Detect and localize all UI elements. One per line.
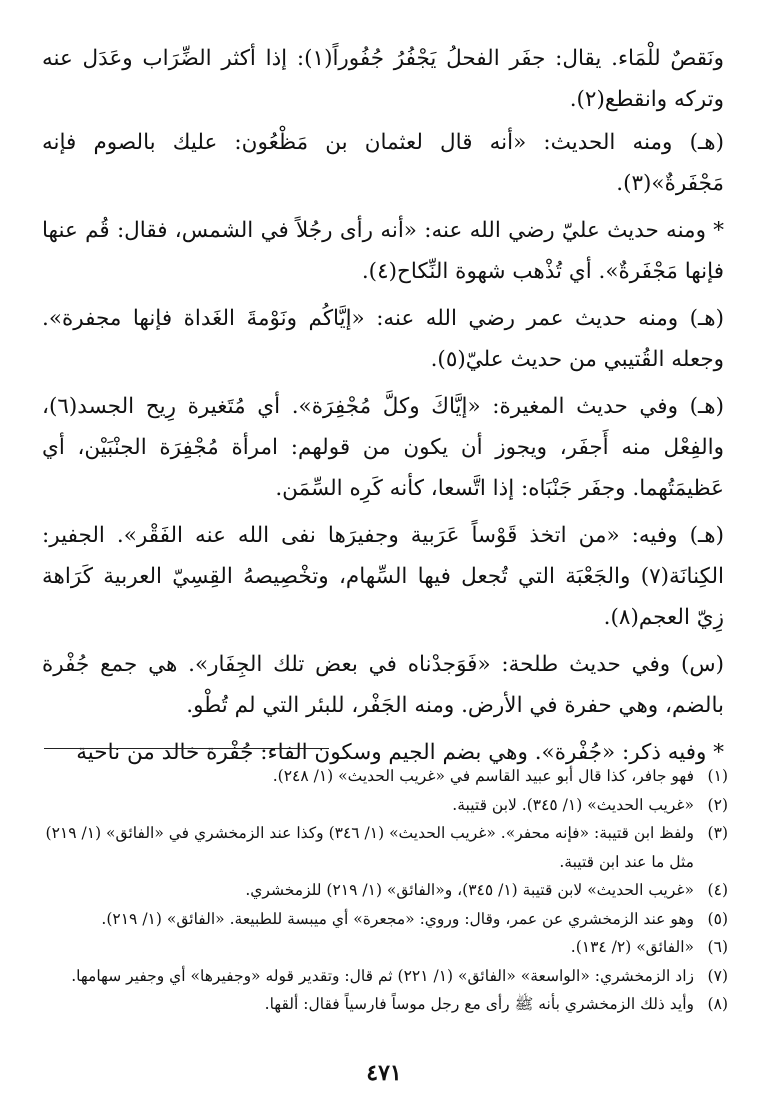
footnote-number: (٤) [707, 881, 728, 899]
footnote-number: (٣) [707, 824, 728, 842]
footnote-number: (٦) [707, 938, 728, 956]
footnote-text: فهو جافر، كذا قال أبو عبيد القاسم في «غريب الحديث» (١/ ٢٤٨). [272, 767, 694, 785]
footnote-number: (٢) [707, 795, 728, 814]
footnotes [40, 762, 728, 1019]
footnote [40, 933, 728, 962]
paragraph: ونَقصٌ للْمَاء. يقال: جفَر الفحلُ يَجْفُرُ جُفُوراً(١): إذا أكثر الضِّرَاب وعَدَل عنه وتركه وانقطع(٢). [42, 46, 725, 112]
footnote [40, 962, 728, 991]
footnote [40, 819, 728, 876]
footnote [40, 990, 728, 1019]
footnote [40, 762, 728, 791]
paragraph: (هـ) ومنه الحديث: «أنه قال لعثمان بن مَظْعُون: عليك بالصوم فإنه مَجْفَرةٌ»(٣). [42, 130, 724, 196]
footnote [40, 905, 728, 934]
footnote-text: وهو عند الزمخشري عن عمر، وقال: وروي: «مجعرة» أي ميبسة للطبيعة. «الفائق» (١/ ٢١٩). [101, 909, 694, 928]
paragraph: (هـ) وفي حديث المغيرة: «إيَّاكَ وكلَّ مُجْفِرَة». أي مُتَغيرة رِيح الجسد(٦)، والفِعْل منه أَجفَر، ويجوز أن يكون من قولهم: امرأة مُجْفِرَة الجنْبَيْن، أي عَظيمَتُهما. وجفَر جَنْبَاه: إذا اتَّسعا، كأنه كَرِه السِّمَن. [42, 394, 724, 501]
footnote [40, 791, 728, 820]
footnote-text: «غريب الحديث» (١/ ٣٤٥). لابن قتيبة. [452, 795, 694, 814]
footnote-number: (٥) [707, 909, 728, 928]
footnote [40, 876, 728, 905]
footnote-text: «الفائق» (٢/ ١٣٤). [570, 938, 694, 956]
footnote-text: «غريب الحديث» لابن قتيبة (١/ ٣٤٥)، و«الفائق» (١/ ٢١٩) للزمخشري. [245, 881, 694, 899]
footnote-separator [44, 748, 329, 749]
footnote-number: (٨) [707, 995, 728, 1013]
footnote-text: ولفظ ابن قتيبة: «فإنه محفر». «غريب الحديث» (١/ ٣٤٦) وكذا عند الزمخشري في «الفائق» (١/ ٢١٩) مثل ما عند ابن قتيبة. [45, 824, 694, 871]
footnote-number: (١) [707, 767, 728, 785]
page-number: ٤٧١ [366, 1060, 402, 1086]
paragraph: (هـ) وفيه: «من اتخذ قَوْساً عَرَبية وجفيرَها نفى الله عنه الفَقْر». الجفير: الكِنانَة(٧) والجَعْبَة التي تُجعل فيها السِّهام، وتخْصِيصهُ القِسِيّ العربية كَرَاهة زِيّ العجم(٨). [42, 523, 724, 630]
paragraph: * ومنه حديث عليّ رضي الله عنه: «أنه رأى رجُلاً في الشمس، فقال: قُم عنها فإنها مَجْفَرةٌ». أي تُذْهب شهوة النِّكاح(٤). [42, 218, 724, 284]
paragraph: * وفيه ذكر: «جُفْرة». وهي بضم الجيم وسكون الفاء: جُفْرة خالد من ناحية [76, 740, 724, 765]
footnote-text: وأيد ذلك الزمخشري بأنه ﷺ رأى مع رجل موساً فارسياً فقال: ألقها. [264, 995, 694, 1013]
paragraph: (هـ) ومنه حديث عمر رضي الله عنه: «إيَّاكُم ونَوْمةَ الغَداة فإنها مجفرة». وجعله القُتيبي من حديث عليّ(٥). [42, 306, 724, 372]
main-text [42, 38, 724, 773]
footnote-text: زاد الزمخشري: «الواسعة» «الفائق» (١/ ٢٢١) ثم قال: وتقدير قوله «وجفيرها» أي وجفير سهامها. [71, 966, 694, 985]
footnote-number: (٧) [707, 966, 728, 985]
paragraph: (س) وفي حديث طلحة: «فَوَجدْناه في بعض تلك الجِفَار». هي جمع جُفْرة بالضم، وهي حفرة في الأرض. ومنه الجَفْر، للبئر التي لم تُطْو. [42, 652, 724, 718]
